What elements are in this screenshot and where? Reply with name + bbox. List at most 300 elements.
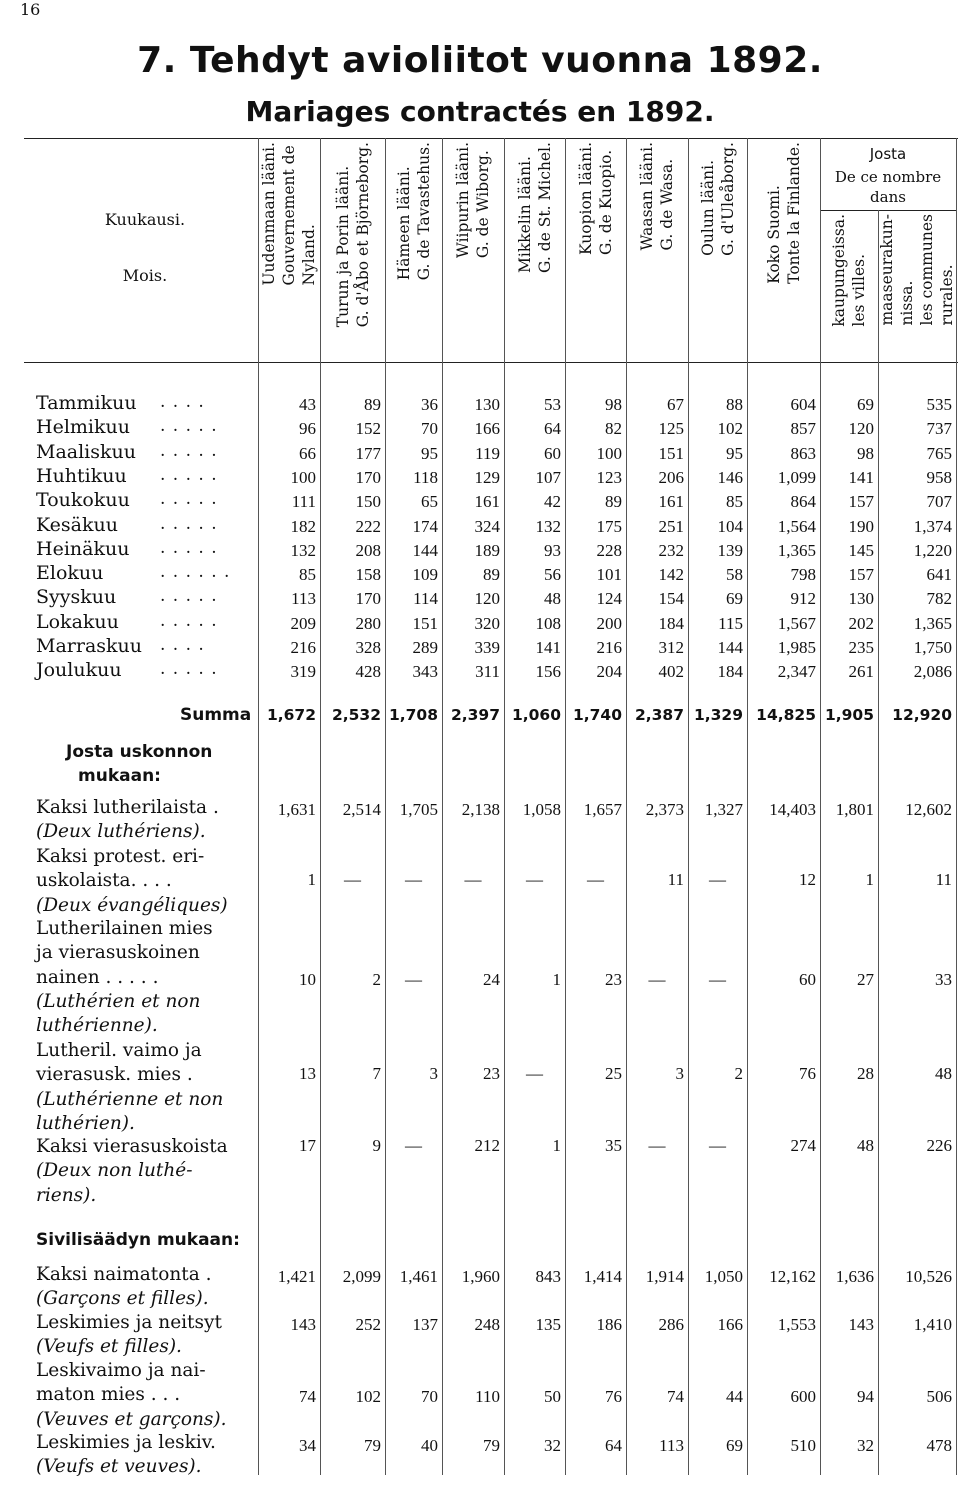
month-row-cell: 182 bbox=[290, 516, 316, 536]
civil-row-cell: 143 bbox=[290, 1315, 316, 1334]
religion-row-cell: 3 bbox=[675, 1064, 684, 1083]
month-row-cell: 535 bbox=[926, 395, 952, 414]
month-row-cell: 289 bbox=[412, 638, 438, 657]
month-row-cell: 280 bbox=[355, 613, 381, 633]
month-header-fr: Mois. bbox=[122, 266, 168, 285]
religion-label: (Deux évangéliques) bbox=[36, 894, 228, 916]
month-row-cell: 58 bbox=[726, 565, 743, 585]
de-ce-nombre-header: De ce nombre bbox=[834, 168, 942, 186]
religion-row-cell: 1,801 bbox=[835, 800, 874, 819]
month-row-cell: 82 bbox=[605, 419, 622, 439]
month-row-cell: 65 bbox=[421, 492, 438, 512]
religion-row-cell: 48 bbox=[857, 1136, 874, 1155]
column-header-text: Koko Suomi. Tonte la Finlande. bbox=[764, 142, 803, 284]
month-row-cell: 115 bbox=[718, 613, 743, 633]
column-header bbox=[385, 142, 442, 358]
summa-row-cell: 2,397 bbox=[450, 706, 500, 724]
month-row-cell: 1,374 bbox=[913, 516, 952, 536]
month-row-cell: 161 bbox=[474, 492, 500, 512]
summa-row-cell: 1,672 bbox=[266, 706, 316, 724]
civil-row-cell: 286 bbox=[658, 1315, 684, 1334]
month-row-cell: 177 bbox=[355, 443, 381, 463]
religion-row-cell: 25 bbox=[605, 1064, 622, 1083]
month-row-cell: 782 bbox=[926, 589, 952, 609]
religion-row-cell: — bbox=[464, 870, 482, 889]
civil-row-cell: 166 bbox=[717, 1315, 743, 1334]
column-header bbox=[442, 142, 504, 358]
month-row-cell: 857 bbox=[790, 419, 816, 439]
civil-row-cell: 1,050 bbox=[704, 1267, 743, 1286]
religion-row-cell: — bbox=[526, 1064, 543, 1083]
month-row-cell: 328 bbox=[355, 638, 381, 657]
civil-row-cell: 137 bbox=[412, 1315, 438, 1334]
header-bottom-rule bbox=[24, 362, 958, 363]
religion-row-cell: — bbox=[405, 970, 422, 989]
month-row-cell: 1,567 bbox=[777, 613, 816, 633]
month-label: Heinäkuu bbox=[36, 537, 130, 560]
religion-row-cell: 24 bbox=[483, 970, 500, 989]
month-row-cell: 151 bbox=[658, 443, 684, 463]
leader-dots: . . . . . bbox=[160, 489, 218, 510]
month-row-cell: 311 bbox=[475, 662, 500, 682]
month-row-cell: 102 bbox=[717, 419, 743, 439]
month-row-cell: 216 bbox=[290, 638, 316, 657]
civil-label: maton mies . . . bbox=[36, 1384, 181, 1406]
leader-dots: . . . . . bbox=[160, 586, 218, 607]
month-row-cell: 402 bbox=[658, 662, 684, 682]
civil-row-cell: 110 bbox=[475, 1387, 500, 1406]
month-row-cell: 146 bbox=[717, 467, 743, 487]
month-row-cell: 1,365 bbox=[777, 540, 816, 560]
month-row-cell: 85 bbox=[299, 565, 316, 585]
column-header bbox=[626, 142, 688, 358]
civil-label: (Veufs et filles). bbox=[36, 1336, 182, 1358]
page-number: 16 bbox=[20, 0, 41, 19]
month-row-cell: 151 bbox=[412, 613, 438, 633]
religion-row-cell: 1,657 bbox=[583, 800, 622, 819]
month-row-cell: 175 bbox=[596, 516, 622, 536]
religion-row-cell: 7 bbox=[372, 1064, 381, 1083]
josta-subhead-rule bbox=[820, 210, 956, 211]
religion-label: luthérienne). bbox=[36, 1015, 158, 1037]
month-row-cell: 339 bbox=[474, 638, 500, 657]
religion-label: Lutherilainen mies bbox=[36, 918, 213, 939]
month-row-cell: 69 bbox=[726, 589, 743, 609]
month-row-cell: 228 bbox=[596, 540, 622, 560]
month-row-cell: 222 bbox=[355, 516, 381, 536]
leader-dots: . . . . . bbox=[160, 440, 218, 461]
religion-row-cell: 76 bbox=[799, 1064, 816, 1083]
summa-row-cell: 1,740 bbox=[572, 706, 622, 724]
month-label: Huhtikuu bbox=[36, 464, 127, 487]
religion-label: ja vierasuskoinen bbox=[36, 942, 200, 964]
religion-label: Kaksi lutherilaista . bbox=[36, 797, 219, 818]
summa-row-cell: 1,329 bbox=[693, 706, 743, 724]
leader-dots: . . . . . bbox=[160, 659, 218, 680]
month-row-cell: 707 bbox=[926, 492, 952, 512]
civil-row-cell: 135 bbox=[535, 1315, 561, 1334]
religion-row-cell: 2,514 bbox=[342, 800, 381, 819]
month-row-cell: 320 bbox=[474, 613, 500, 633]
civil-label: Leskimies ja neitsyt bbox=[36, 1312, 222, 1333]
religion-label: vierasusk. mies . bbox=[36, 1064, 193, 1086]
religion-row-cell: 23 bbox=[483, 1064, 500, 1083]
civil-heading: Sivilisäädyn mukaan: bbox=[36, 1230, 240, 1250]
month-row-cell: 89 bbox=[364, 395, 381, 414]
month-row-cell: 124 bbox=[596, 589, 622, 609]
civil-row-cell: 34 bbox=[299, 1436, 316, 1455]
religion-row-cell: 2,373 bbox=[645, 800, 684, 819]
month-row-cell: 66 bbox=[299, 443, 316, 463]
civil-label: (Garçons et filles). bbox=[36, 1288, 209, 1310]
column-header-text: Mikkelin lääni. G. de St. Michel. bbox=[515, 142, 554, 273]
religion-label: Kaksi protest. eri- bbox=[36, 846, 205, 867]
civil-row-cell: 70 bbox=[421, 1387, 438, 1406]
civil-row-cell: 600 bbox=[790, 1387, 816, 1406]
table-top-rule bbox=[24, 138, 958, 139]
month-row-cell: 95 bbox=[421, 443, 438, 463]
month-row-cell: 1,365 bbox=[913, 613, 952, 633]
leader-dots: . . . . . bbox=[160, 416, 218, 437]
month-row-cell: 737 bbox=[926, 419, 952, 439]
civil-label: (Veufs et veuves). bbox=[36, 1456, 202, 1478]
civil-row-cell: 50 bbox=[544, 1387, 561, 1406]
month-row-cell: 312 bbox=[658, 638, 684, 657]
civil-row-cell: 843 bbox=[535, 1267, 561, 1286]
religion-heading-line2: mukaan: bbox=[78, 766, 161, 786]
religion-row-cell: 1,705 bbox=[399, 800, 438, 819]
religion-row-cell: 226 bbox=[926, 1136, 952, 1155]
civil-label: Kaksi naimatonta . bbox=[36, 1264, 212, 1285]
religion-row-cell: 35 bbox=[605, 1136, 622, 1155]
josta-header: Josta bbox=[869, 145, 907, 163]
religion-row-cell: 9 bbox=[372, 1136, 381, 1155]
month-row-cell: 111 bbox=[291, 492, 316, 512]
leader-dots: . . . . . . bbox=[160, 562, 231, 583]
civil-label: Leskimies ja leskiv. bbox=[36, 1432, 216, 1453]
religion-label: (Luthérienne et non bbox=[36, 1088, 224, 1110]
summa-label: Summa bbox=[180, 705, 252, 725]
month-row-cell: 114 bbox=[413, 589, 438, 609]
leader-dots: . . . . . bbox=[160, 537, 218, 558]
month-row-cell: 152 bbox=[355, 419, 381, 439]
month-row-cell: 132 bbox=[290, 540, 316, 560]
religion-row-cell: 1,631 bbox=[277, 800, 316, 819]
civil-row-cell: 510 bbox=[790, 1436, 816, 1455]
civil-row-cell: 1,421 bbox=[277, 1267, 316, 1286]
civil-row-cell: 1,636 bbox=[835, 1267, 874, 1286]
month-row-cell: 170 bbox=[355, 467, 381, 487]
religion-label: uskolaista. . . . bbox=[36, 870, 172, 892]
column-header-text: Kuopion lääni. G. de Kuopio. bbox=[576, 142, 615, 255]
month-row-cell: 208 bbox=[355, 540, 381, 560]
column-rule bbox=[956, 138, 957, 1475]
month-row-cell: 156 bbox=[535, 662, 561, 682]
religion-row-cell: 27 bbox=[857, 970, 874, 989]
month-row-cell: 118 bbox=[413, 467, 438, 487]
civil-row-cell: 2,099 bbox=[342, 1267, 381, 1286]
civil-row-cell: 478 bbox=[926, 1436, 952, 1455]
month-row-cell: 100 bbox=[290, 467, 316, 487]
civil-row-cell: 1,410 bbox=[913, 1315, 952, 1334]
religion-label: nainen . . . . . bbox=[36, 966, 159, 988]
month-row-cell: 166 bbox=[474, 419, 500, 439]
religion-row-cell: — bbox=[587, 870, 604, 889]
column-header-text: maaseurakun- nissa. les communes rurales. bbox=[878, 214, 956, 326]
month-row-cell: 428 bbox=[355, 662, 381, 682]
month-row-cell: 189 bbox=[474, 540, 500, 560]
month-row-cell: 53 bbox=[544, 395, 561, 414]
civil-row-cell: 94 bbox=[857, 1387, 874, 1406]
column-header-text: Wiipurin lääni. G. de Wiborg. bbox=[454, 142, 492, 259]
month-row-cell: 141 bbox=[535, 638, 561, 657]
religion-row-cell: 28 bbox=[857, 1064, 874, 1083]
month-row-cell: 863 bbox=[790, 443, 816, 463]
column-header-text: Oulun lääni. G. d'Uleåborg. bbox=[698, 142, 737, 256]
month-row-cell: 190 bbox=[848, 516, 874, 536]
month-label: Syyskuu bbox=[36, 586, 117, 609]
month-row-cell: 144 bbox=[412, 540, 438, 560]
month-row-cell: 144 bbox=[717, 638, 743, 657]
month-row-cell: 108 bbox=[535, 613, 561, 633]
month-row-cell: 232 bbox=[658, 540, 684, 560]
column-header bbox=[688, 142, 747, 358]
month-row-cell: 130 bbox=[848, 589, 874, 609]
month-row-cell: 64 bbox=[544, 419, 561, 439]
month-row-cell: 319 bbox=[290, 662, 316, 682]
religion-row-cell: 60 bbox=[799, 970, 816, 989]
month-row-cell: 1,564 bbox=[777, 516, 816, 536]
column-header-text: Uudenmaan lääni. Gouvernement de Nyland. bbox=[260, 142, 318, 286]
month-row-cell: 174 bbox=[412, 516, 438, 536]
civil-label: (Veuves et garçons). bbox=[36, 1408, 227, 1430]
religion-row-cell: — bbox=[709, 870, 726, 889]
column-header bbox=[820, 214, 878, 358]
civil-row-cell: 32 bbox=[544, 1436, 561, 1455]
leader-dots: . . . . bbox=[160, 392, 205, 412]
civil-row-cell: 79 bbox=[364, 1436, 381, 1455]
month-row-cell: 132 bbox=[535, 516, 561, 536]
month-row-cell: 2,347 bbox=[777, 662, 816, 682]
civil-row-cell: 40 bbox=[421, 1436, 438, 1455]
religion-label: (Deux luthériens). bbox=[36, 821, 206, 843]
month-row-cell: 42 bbox=[544, 492, 561, 512]
religion-row-cell: 14,403 bbox=[769, 800, 816, 819]
summa-row-cell: 2,532 bbox=[331, 706, 381, 724]
column-header-text: Turun ja Porin lääni. G. d'Åbo et Björneborg. bbox=[333, 142, 372, 328]
column-header bbox=[320, 142, 385, 358]
month-row-cell: 204 bbox=[596, 662, 622, 682]
religion-row-cell: — bbox=[709, 1136, 726, 1155]
religion-row-cell: 13 bbox=[299, 1064, 316, 1083]
civil-row-cell: 1,914 bbox=[645, 1267, 684, 1286]
month-row-cell: 107 bbox=[535, 467, 561, 487]
summa-row-cell: 1,708 bbox=[388, 706, 438, 724]
month-row-cell: 130 bbox=[474, 395, 500, 414]
column-header-text: Hämeen lääni. G. de Tavastehus. bbox=[394, 142, 433, 281]
civil-row-cell: 74 bbox=[667, 1387, 684, 1406]
month-row-cell: 145 bbox=[848, 540, 874, 560]
month-row-cell: 89 bbox=[483, 565, 500, 585]
month-row-cell: 157 bbox=[848, 492, 874, 512]
month-row-cell: 765 bbox=[926, 443, 952, 463]
month-label: Joulukuu bbox=[36, 659, 122, 682]
month-row-cell: 109 bbox=[412, 565, 438, 585]
leader-dots: . . . . . bbox=[160, 513, 218, 534]
month-row-cell: 36 bbox=[421, 395, 438, 414]
month-row-cell: 123 bbox=[596, 467, 622, 487]
religion-row-cell: 2 bbox=[734, 1064, 743, 1083]
summa-row-cell: 1,905 bbox=[824, 706, 874, 724]
civil-row-cell: 44 bbox=[726, 1387, 743, 1406]
page-subtitle: Mariages contractés en 1892. bbox=[245, 95, 715, 128]
month-row-cell: 343 bbox=[412, 662, 438, 682]
religion-row-cell: 2 bbox=[372, 970, 381, 989]
religion-row-cell: — bbox=[405, 870, 422, 889]
month-row-cell: 125 bbox=[658, 419, 684, 439]
column-header-text: Waasan lääni. G. de Wasa. bbox=[638, 142, 676, 251]
civil-row-cell: 186 bbox=[596, 1315, 622, 1334]
month-row-cell: 120 bbox=[474, 589, 500, 609]
religion-row-cell: — bbox=[526, 870, 543, 889]
civil-row-cell: 506 bbox=[926, 1387, 952, 1406]
religion-label: (Deux non luthé- bbox=[36, 1160, 193, 1182]
month-row-cell: 958 bbox=[926, 467, 952, 487]
month-label: Elokuu bbox=[36, 562, 104, 585]
month-row-cell: 864 bbox=[790, 492, 816, 512]
month-row-cell: 251 bbox=[658, 516, 684, 536]
column-header bbox=[504, 142, 565, 358]
civil-row-cell: 64 bbox=[605, 1436, 622, 1455]
month-row-cell: 1,985 bbox=[777, 638, 816, 657]
column-header bbox=[258, 142, 320, 358]
civil-row-cell: 143 bbox=[848, 1315, 874, 1334]
civil-row-cell: 102 bbox=[355, 1387, 381, 1406]
column-header-text: kaupungeissa. les villes. bbox=[830, 214, 868, 327]
religion-row-cell: 212 bbox=[474, 1136, 500, 1155]
month-row-cell: 88 bbox=[726, 395, 743, 414]
religion-label: Lutheril. vaimo ja bbox=[36, 1040, 202, 1061]
religion-row-cell: 11 bbox=[667, 870, 684, 889]
month-row-cell: 2,086 bbox=[913, 662, 952, 682]
religion-label: riens). bbox=[36, 1184, 97, 1206]
civil-row-cell: 12,162 bbox=[769, 1267, 816, 1286]
religion-row-cell: 3 bbox=[429, 1064, 438, 1083]
month-row-cell: 1,099 bbox=[777, 467, 816, 487]
month-row-cell: 1,220 bbox=[913, 540, 952, 560]
month-label: Kesäkuu bbox=[36, 513, 118, 536]
month-label: Helmikuu bbox=[36, 416, 130, 439]
religion-row-cell: 1 bbox=[865, 870, 874, 889]
month-row-cell: 60 bbox=[544, 443, 561, 463]
religion-row-cell: 1,327 bbox=[704, 800, 743, 819]
month-label: Lokakuu bbox=[36, 610, 119, 633]
religion-row-cell: — bbox=[648, 1136, 666, 1155]
religion-row-cell: 12,602 bbox=[905, 800, 952, 819]
page-title: 7. Tehdyt avioliitot vuonna 1892. bbox=[137, 40, 823, 81]
month-row-cell: 912 bbox=[790, 589, 816, 609]
month-row-cell: 113 bbox=[291, 589, 316, 609]
civil-row-cell: 1,553 bbox=[777, 1315, 816, 1334]
civil-row-cell: 79 bbox=[483, 1436, 500, 1455]
religion-row-cell: — bbox=[344, 870, 361, 889]
civil-row-cell: 10,526 bbox=[905, 1267, 952, 1286]
religion-row-cell: 1,058 bbox=[522, 800, 561, 819]
month-row-cell: 67 bbox=[667, 395, 684, 414]
month-row-cell: 104 bbox=[717, 516, 743, 536]
religion-row-cell: — bbox=[709, 970, 726, 989]
religion-row-cell: 10 bbox=[299, 970, 316, 989]
month-row-cell: 101 bbox=[596, 565, 622, 585]
month-label: Tammikuu bbox=[36, 392, 137, 414]
month-row-cell: 139 bbox=[717, 540, 743, 560]
religion-row-cell: 2,138 bbox=[461, 800, 500, 819]
month-row-cell: 98 bbox=[857, 443, 874, 463]
month-row-cell: 154 bbox=[658, 589, 684, 609]
civil-row-cell: 113 bbox=[659, 1436, 684, 1455]
month-row-cell: 56 bbox=[544, 565, 561, 585]
leader-dots: . . . . . bbox=[160, 464, 218, 485]
month-row-cell: 69 bbox=[857, 395, 874, 414]
religion-row-cell: 1 bbox=[552, 1136, 561, 1155]
religion-heading-line1: Josta uskonnon bbox=[66, 742, 213, 762]
month-row-cell: 142 bbox=[658, 565, 684, 585]
month-row-cell: 324 bbox=[474, 516, 500, 536]
religion-row-cell: 33 bbox=[935, 970, 952, 989]
month-label: Marraskuu bbox=[36, 635, 143, 657]
month-row-cell: 235 bbox=[848, 638, 874, 657]
month-row-cell: 1,750 bbox=[913, 638, 952, 657]
month-row-cell: 170 bbox=[355, 589, 381, 609]
month-row-cell: 641 bbox=[926, 565, 952, 585]
dans-header: dans bbox=[870, 188, 906, 206]
month-row-cell: 202 bbox=[848, 613, 874, 633]
religion-row-cell: 1 bbox=[552, 970, 561, 989]
month-row-cell: 200 bbox=[596, 613, 622, 633]
civil-label: Leskivaimo ja nai- bbox=[36, 1360, 206, 1381]
month-row-cell: 141 bbox=[848, 467, 874, 487]
religion-row-cell: 12 bbox=[799, 870, 816, 889]
leader-dots: . . . . bbox=[160, 635, 205, 655]
civil-row-cell: 32 bbox=[857, 1436, 874, 1455]
summa-row-cell: 1,060 bbox=[511, 706, 561, 724]
month-row-cell: 120 bbox=[848, 419, 874, 439]
religion-row-cell: — bbox=[405, 1136, 422, 1155]
civil-row-cell: 248 bbox=[474, 1315, 500, 1334]
month-row-cell: 184 bbox=[658, 613, 684, 633]
month-row-cell: 89 bbox=[605, 492, 622, 512]
civil-row-cell: 1,960 bbox=[461, 1267, 500, 1286]
month-row-cell: 206 bbox=[658, 467, 684, 487]
civil-row-cell: 1,461 bbox=[399, 1267, 438, 1286]
month-row-cell: 261 bbox=[848, 662, 874, 682]
month-row-cell: 96 bbox=[299, 419, 316, 439]
religion-row-cell: 48 bbox=[935, 1064, 952, 1083]
month-row-cell: 70 bbox=[421, 419, 438, 439]
religion-row-cell: 17 bbox=[299, 1136, 316, 1155]
month-row-cell: 161 bbox=[658, 492, 684, 512]
religion-label: (Luthérien et non bbox=[36, 990, 201, 1012]
civil-row-cell: 69 bbox=[726, 1436, 743, 1455]
column-header bbox=[878, 214, 956, 358]
month-row-cell: 157 bbox=[848, 565, 874, 585]
month-row-cell: 93 bbox=[544, 540, 561, 560]
month-row-cell: 100 bbox=[596, 443, 622, 463]
month-row-cell: 158 bbox=[355, 565, 381, 585]
month-row-cell: 798 bbox=[790, 565, 816, 585]
month-row-cell: 98 bbox=[605, 395, 622, 414]
civil-row-cell: 1,414 bbox=[583, 1267, 622, 1286]
